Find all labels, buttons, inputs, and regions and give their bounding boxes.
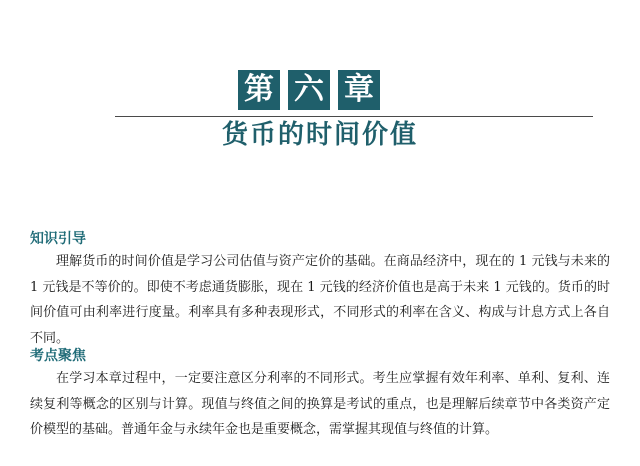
section-knowledge-guide — [30, 229, 610, 351]
chapter-header — [0, 0, 640, 170]
chapter-number-tiles — [238, 70, 380, 110]
section-heading: 考点聚焦 — [30, 348, 86, 364]
section-key-points — [30, 346, 610, 443]
chapter-tile: 章 — [338, 70, 380, 110]
section-body: 理解货币的时间价值是学习公司估值与资产定价的基础。在商品经济中，现在的 1 元钱与未来的 1 元钱是不等价的。即使不考虑通货膨胀，现在 1 元钱的经济价值也是高于未来 1 元钱的。货币的时间价值可由利率进行度量。利率具有多种表现形式，不同形式的利率在含义、构成与计息方式上各自不同。 — [30, 254, 610, 346]
section-body: 在学习本章过程中，一定要注意区分利率的不同形式。考生应掌握有效年利率、单利、复利、连续复利等概念的区别与计算。现值与终值之间的换算是考试的重点，也是理解后续章节中各类资产定价模型的基础。普通年金与永续年金也是重要概念，需掌握其现值与终值的计算。 — [30, 371, 610, 437]
section-heading: 知识引导 — [30, 231, 86, 247]
chapter-tile: 六 — [288, 70, 330, 110]
chapter-title: 货币的时间价值 — [221, 120, 418, 150]
title-divider — [115, 116, 593, 117]
chapter-tile: 第 — [238, 70, 280, 110]
